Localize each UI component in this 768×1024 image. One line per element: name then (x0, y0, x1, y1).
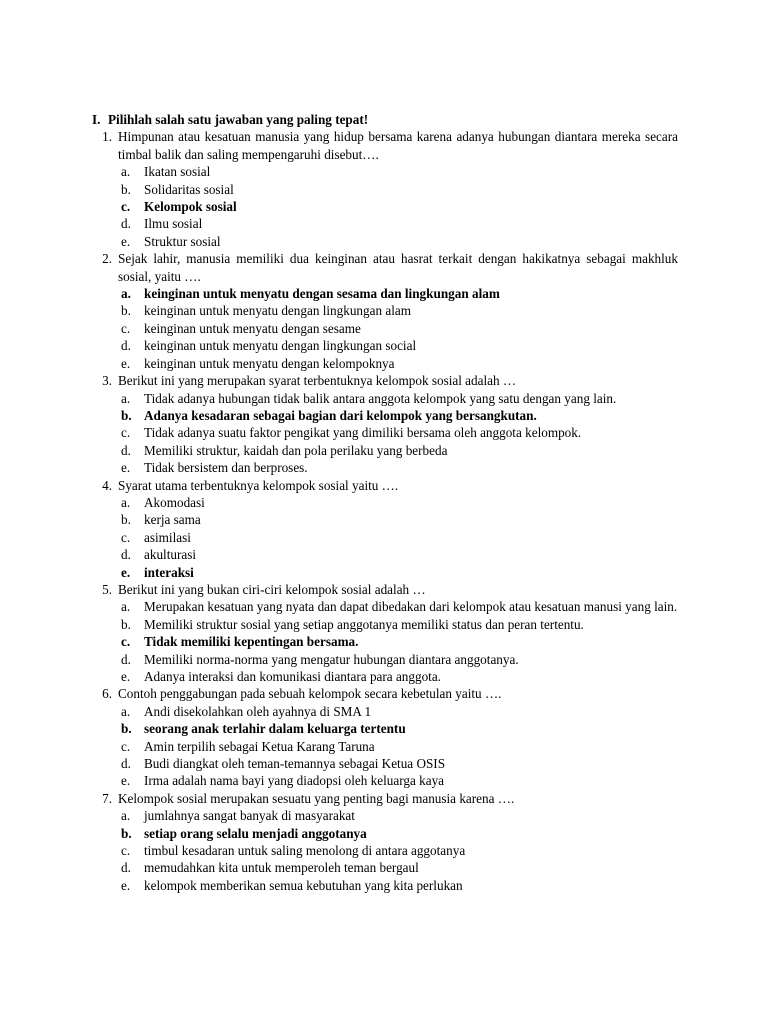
question (92, 250, 678, 285)
option-letter: b. (121, 512, 131, 528)
option-letter: d. (121, 216, 131, 232)
answer-option (92, 772, 678, 789)
option-letter: b. (121, 721, 132, 737)
answer-option (92, 355, 678, 372)
question-number-wrap (92, 581, 118, 598)
option-letter: c. (121, 425, 131, 441)
question-block (92, 685, 678, 789)
option-list (92, 703, 678, 790)
answer-option (92, 442, 678, 459)
answer-option (92, 181, 678, 198)
option-list (92, 163, 678, 250)
question-number-wrap (92, 128, 118, 163)
option-text: setiap orang selalu menjadi anggotanya (144, 825, 367, 841)
option-letter: b. (121, 825, 132, 841)
option-letter: c. (121, 199, 131, 215)
question-number-wrap (92, 477, 118, 494)
answer-option (92, 668, 678, 685)
section-title-text: Pilihlah salah satu jawaban yang paling tepat! (108, 112, 369, 127)
question-text: Syarat utama terbentuknya kelompok sosial yaitu …. (118, 477, 399, 493)
option-letter: e. (121, 460, 131, 476)
option-text: asimilasi (144, 529, 191, 545)
option-text: Solidaritas sosial (144, 181, 234, 197)
question (92, 790, 678, 807)
question (92, 128, 678, 163)
question-block (92, 128, 678, 250)
question-number-wrap (92, 250, 118, 285)
question-number: 2. (102, 251, 112, 267)
option-letter: c. (121, 634, 131, 650)
option-letter: a. (121, 599, 131, 615)
question-number: 6. (102, 686, 112, 702)
option-text: Merupakan kesatuan yang nyata dan dapat dibedakan dari kelompok atau kesatuan manusi yang lain. (144, 599, 678, 615)
answer-option (92, 337, 678, 354)
question-block (92, 790, 678, 894)
option-text: kelompok memberikan semua kebutuhan yang kita perlukan (144, 877, 463, 893)
answer-option (92, 651, 678, 668)
option-letter: e. (121, 564, 131, 580)
answer-option-correct (92, 720, 678, 737)
option-letter: d. (121, 442, 131, 458)
question-number: 5. (102, 581, 112, 597)
option-letter: e. (121, 877, 131, 893)
answer-option (92, 163, 678, 180)
option-list (92, 494, 678, 581)
question-list (92, 128, 678, 894)
question-block (92, 250, 678, 372)
option-text: Ikatan sosial (144, 164, 211, 180)
option-text: kerja sama (144, 512, 201, 528)
option-letter: b. (121, 181, 131, 197)
answer-option (92, 616, 678, 633)
option-text: Andi disekolahkan oleh ayahnya di SMA 1 (144, 703, 372, 719)
answer-option (92, 703, 678, 720)
answer-option (92, 215, 678, 232)
option-letter: b. (121, 407, 132, 423)
option-letter: d. (121, 338, 131, 354)
option-text: jumlahnya sangat banyak di masyarakat (144, 808, 355, 824)
answer-option (92, 320, 678, 337)
option-text: keinginan untuk menyatu dengan sesama dan lingkungan alam (144, 286, 500, 302)
option-letter: e. (121, 233, 131, 249)
answer-option (92, 598, 678, 615)
question-number: 3. (102, 373, 112, 389)
option-text: Adanya interaksi dan komunikasi diantara para anggota. (144, 669, 441, 684)
option-letter: a. (121, 703, 131, 719)
answer-option (92, 877, 678, 894)
answer-option-correct (92, 285, 678, 302)
question (92, 372, 678, 389)
option-letter: e. (121, 773, 131, 789)
question-text: Kelompok sosial merupakan sesuatu yang penting bagi manusia karena …. (118, 790, 515, 806)
option-text: Struktur sosial (144, 233, 221, 249)
option-text: Tidak adanya suatu faktor pengikat yang dimiliki bersama oleh anggota kelompok. (144, 425, 582, 441)
option-letter: b. (121, 616, 131, 632)
question-number: 1. (102, 129, 112, 145)
option-text: keinginan untuk menyatu dengan lingkungan alam (144, 303, 411, 319)
option-text: keinginan untuk menyatu dengan sesame (144, 320, 361, 336)
answer-option (92, 233, 678, 250)
option-text: keinginan untuk menyatu dengan kelompoknya (144, 355, 395, 371)
option-text: Amin terpilih sebagai Ketua Karang Taruna (144, 738, 375, 754)
answer-option (92, 738, 678, 755)
answer-option (92, 807, 678, 824)
option-letter: d. (121, 651, 131, 667)
option-text: Tidak memiliki kepentingan bersama. (144, 634, 359, 650)
option-letter: c. (121, 529, 131, 545)
option-letter: b. (121, 303, 131, 319)
option-text: Adanya kesadaran sebagai bagian dari kelompok yang bersangkutan. (144, 407, 537, 423)
option-letter: a. (121, 286, 131, 302)
answer-option-correct (92, 633, 678, 650)
option-text: Budi diangkat oleh teman-temannya sebagai Ketua OSIS (144, 756, 446, 772)
answer-option (92, 842, 678, 859)
answer-option (92, 755, 678, 772)
option-letter: d. (121, 547, 131, 563)
question-text: Contoh penggabungan pada sebuah kelompok secara kebetulan yaitu …. (118, 686, 502, 702)
question-text: Berikut ini yang merupakan syarat terbentuknya kelompok sosial adalah … (118, 373, 517, 389)
option-text: Memiliki struktur sosial yang setiap anggotanya memiliki status dan peran tertentu. (144, 616, 584, 632)
option-text: seorang anak terlahir dalam keluarga tertentu (144, 721, 406, 737)
answer-option (92, 511, 678, 528)
quiz-content (92, 111, 678, 894)
section-heading (92, 111, 678, 128)
question (92, 581, 678, 598)
question-number: 7. (102, 790, 112, 806)
option-text: interaksi (144, 564, 194, 580)
answer-option (92, 459, 678, 476)
option-text: Memiliki struktur, kaidah dan pola perilaku yang berbeda (144, 442, 448, 458)
option-text: memudahkan kita untuk memperoleh teman bergaul (144, 860, 419, 876)
option-text: Kelompok sosial (144, 199, 237, 215)
answer-option (92, 424, 678, 441)
option-letter: e. (121, 669, 131, 684)
answer-option-correct (92, 198, 678, 215)
option-text: Tidak adanya hubungan tidak balik antara anggota kelompok yang satu dengan yang lain. (144, 390, 617, 406)
question-block (92, 477, 678, 581)
question-text: Berikut ini yang bukan ciri-ciri kelompok sosial adalah … (118, 581, 426, 597)
option-text: Irma adalah nama bayi yang diadopsi oleh keluarga kaya (144, 773, 445, 789)
answer-option-correct (92, 407, 678, 424)
question-block (92, 581, 678, 685)
option-letter: a. (121, 808, 131, 824)
option-text: Tidak bersistem dan berproses. (144, 460, 308, 476)
answer-option (92, 546, 678, 563)
question-number-wrap (92, 685, 118, 702)
option-list (92, 598, 678, 685)
option-letter: e. (121, 355, 131, 371)
question (92, 685, 678, 702)
option-list (92, 390, 678, 477)
option-letter: c. (121, 843, 131, 859)
option-text: keinginan untuk menyatu dengan lingkungan social (144, 338, 417, 354)
option-letter: a. (121, 494, 131, 510)
option-letter: d. (121, 756, 131, 772)
option-letter: a. (121, 164, 131, 180)
answer-option-correct (92, 825, 678, 842)
question-number-wrap (92, 372, 118, 389)
option-text: Akomodasi (144, 494, 205, 510)
question-block (92, 372, 678, 476)
option-text: akulturasi (144, 547, 197, 563)
option-text: Memiliki norma-norma yang mengatur hubungan diantara anggotanya. (144, 651, 519, 667)
option-text: timbul kesadaran untuk saling menolong di antara aggotanya (144, 843, 466, 859)
option-list (92, 285, 678, 372)
option-list (92, 807, 678, 894)
option-letter: c. (121, 738, 131, 754)
question-number-wrap (92, 790, 118, 807)
answer-option (92, 302, 678, 319)
answer-option-correct (92, 564, 678, 581)
option-letter: d. (121, 860, 131, 876)
question-number: 4. (102, 477, 112, 493)
option-letter: c. (121, 320, 131, 336)
option-text: Ilmu sosial (144, 216, 203, 232)
answer-option (92, 859, 678, 876)
section-number: I. (92, 112, 101, 127)
question-text: Himpunan atau kesatuan manusia yang hidup bersama karena adanya hubungan diantara mereka secara timbal balik dan saling mempengaruhi disebut…. (118, 129, 678, 162)
question (92, 477, 678, 494)
question-text: Sejak lahir, manusia memiliki dua keinginan atau hasrat terkait dengan hakikatnya sebagai makhluk sosial, yaitu …. (118, 251, 678, 284)
answer-option (92, 529, 678, 546)
answer-option (92, 494, 678, 511)
answer-option (92, 390, 678, 407)
option-letter: a. (121, 390, 131, 406)
